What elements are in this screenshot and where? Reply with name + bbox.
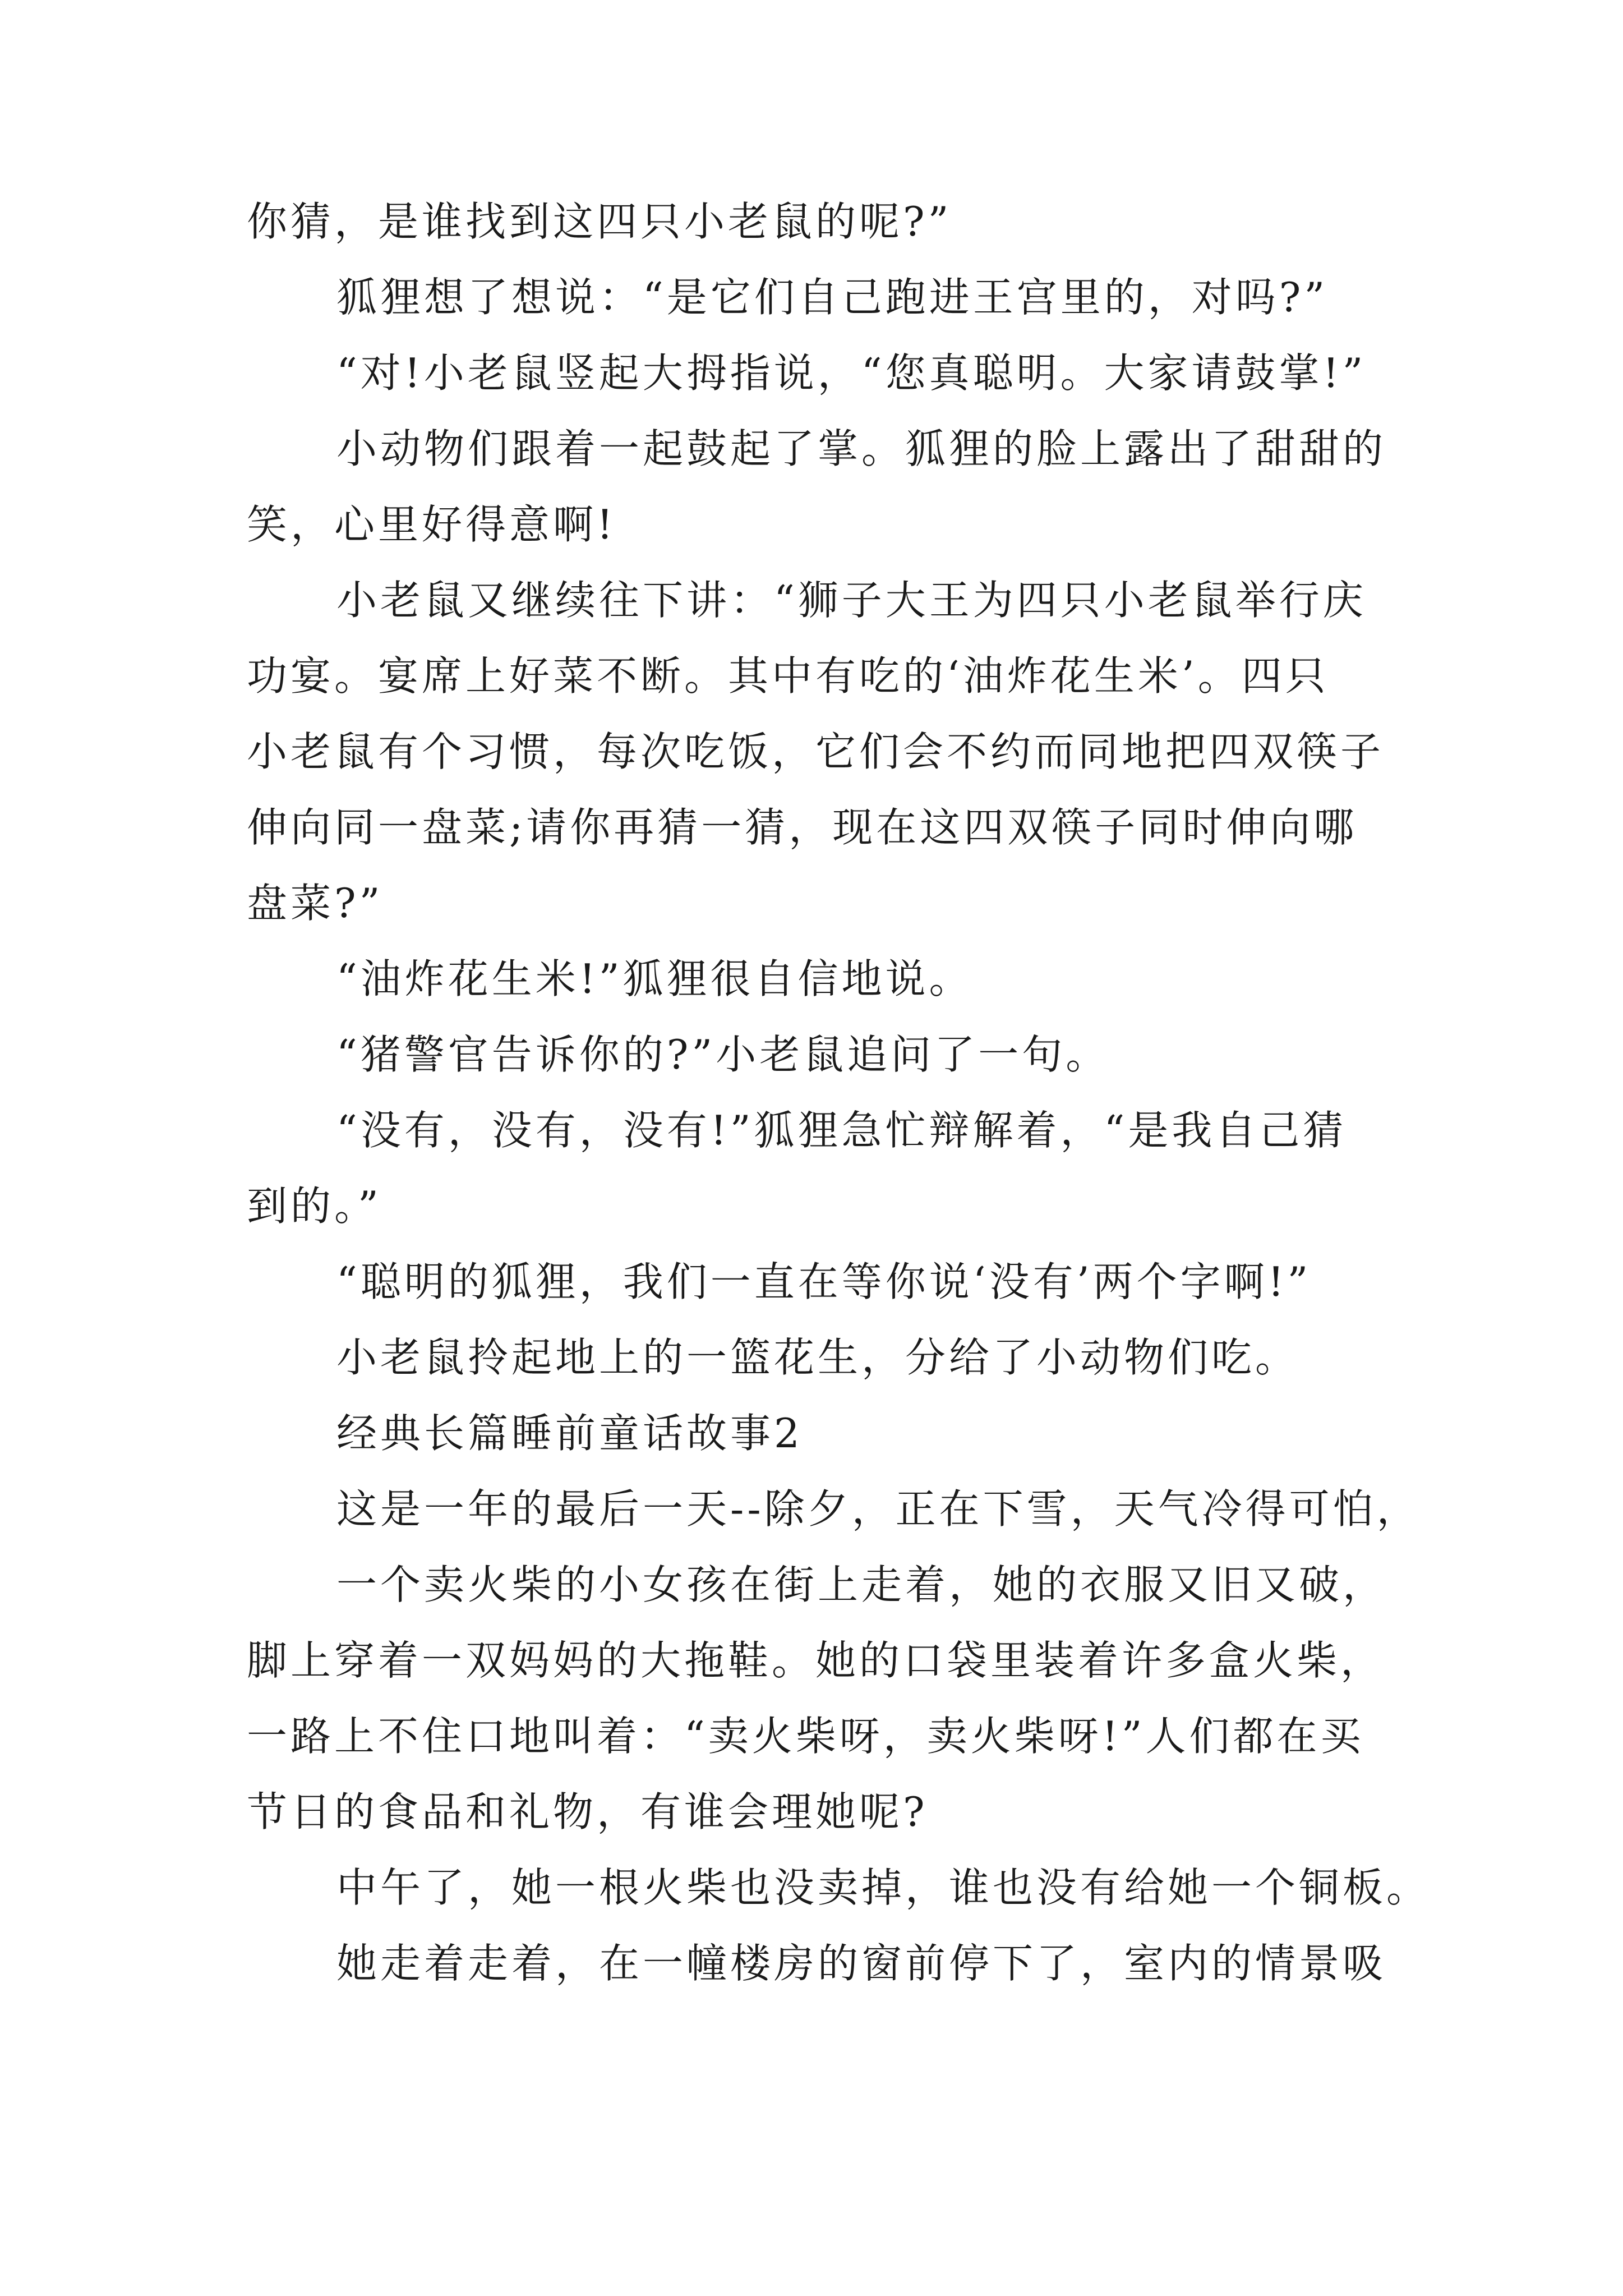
text-line-9: 伸向同一盘菜;请你再猜一猜，现在这四双筷子同时伸向哪 <box>247 804 1358 851</box>
text-line-8: 小老鼠有个习惯，每次吃饭，它们会不约而同地把四双筷子 <box>247 728 1385 775</box>
text-line-6: 小老鼠又继续往下讲：“狮子大王为四只小老鼠举行庆 <box>336 577 1367 624</box>
text-line-14: 到的。” <box>247 1182 382 1230</box>
text-line-7: 功宴。宴席上好菜不断。其中有吃的‘油炸花生米’。四只 <box>247 652 1329 700</box>
text-line-22: 节日的食品和礼物，有谁会理她呢? <box>247 1788 928 1835</box>
text-line-5: 笑，心里好得意啊! <box>247 501 616 548</box>
text-line-13: “没有，没有，没有!”狐狸急忙辩解着，“是我自己猜 <box>336 1107 1347 1154</box>
text-line-11: “油炸花生米!”狐狸很自信地说。 <box>336 955 973 1002</box>
text-line-21: 一路上不住口地叫着：“卖火柴呀，卖火柴呀!”人们都在买 <box>247 1713 1364 1760</box>
text-line-1: 你猜，是谁找到这四只小老鼠的呢?” <box>247 198 952 245</box>
text-line-20: 脚上穿着一双妈妈的大拖鞋。她的口袋里装着许多盒火柴， <box>247 1637 1385 1684</box>
text-line-19: 一个卖火柴的小女孩在街上走着，她的衣服又旧又破， <box>336 1561 1387 1608</box>
text-line-12: “猪警官告诉你的?”小老鼠追问了一句。 <box>336 1031 1110 1078</box>
section-heading: 经典长篇睡前童话故事2 <box>336 1410 803 1457</box>
text-line-23: 中午了，她一根火柴也没卖掉，谁也没有给她一个铜板。 <box>336 1864 1431 1911</box>
text-line-15: “聪明的狐狸，我们一直在等你说‘没有’两个字啊!” <box>336 1258 1312 1305</box>
text-line-10: 盘菜?” <box>247 880 384 927</box>
text-line-24: 她走着走着，在一幢楼房的窗前停下了，室内的情景吸 <box>336 1940 1387 1987</box>
text-line-18: 这是一年的最后一天--除夕，正在下雪，天气冷得可怕， <box>336 1485 1421 1533</box>
text-line-16: 小老鼠拎起地上的一篮花生，分给了小动物们吃。 <box>336 1334 1299 1381</box>
text-line-4: 小动物们跟着一起鼓起了掌。狐狸的脸上露出了甜甜的 <box>336 425 1387 472</box>
text-line-2: 狐狸想了想说：“是它们自己跑进王宫里的，对吗?” <box>336 274 1329 321</box>
text-line-3: “对!小老鼠竖起大拇指说，“您真聪明。大家请鼓掌!” <box>336 349 1367 397</box>
